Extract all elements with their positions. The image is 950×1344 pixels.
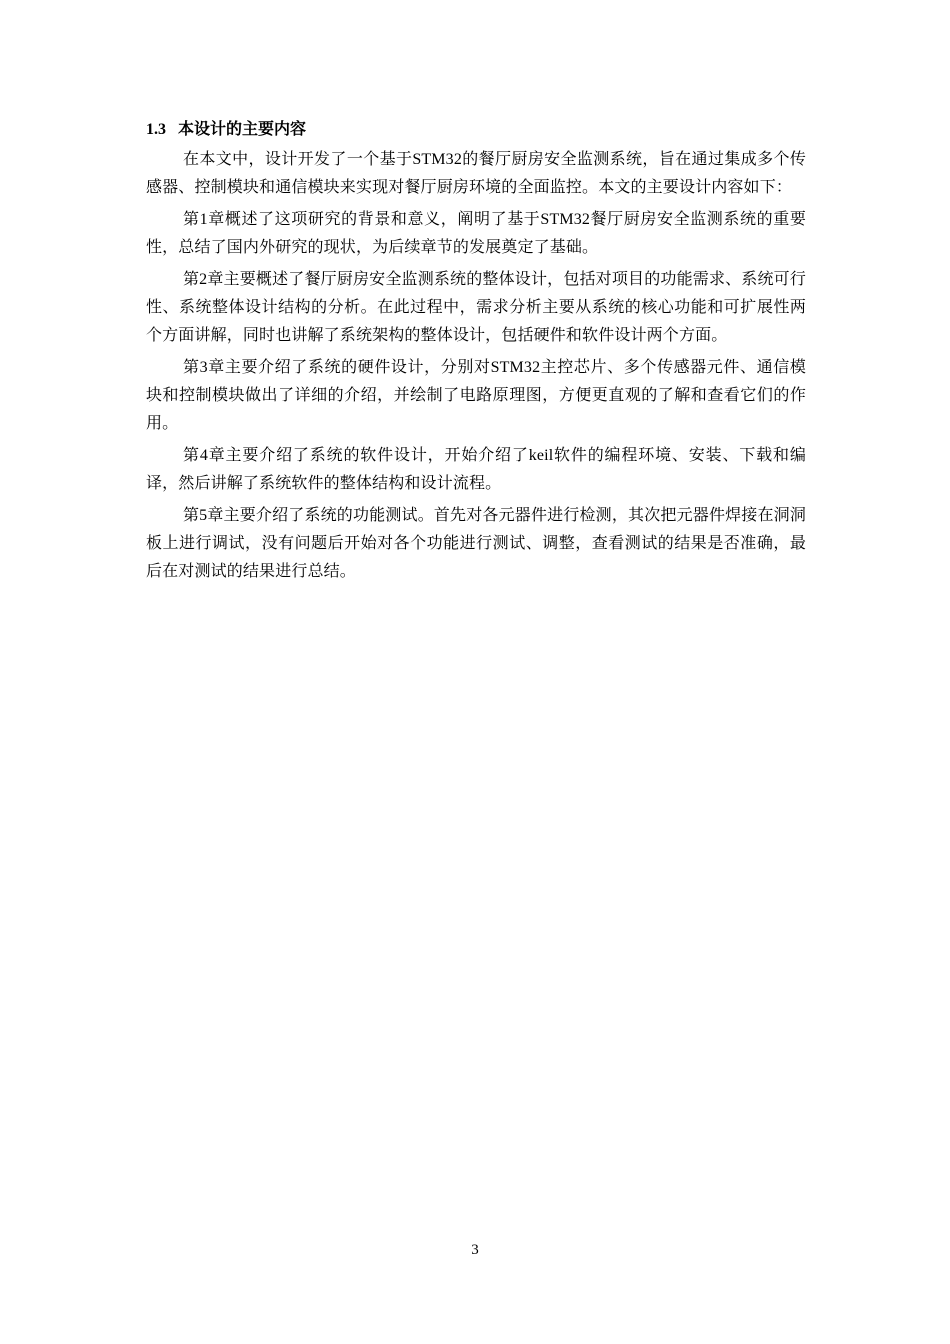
paragraph-chapter-2: 第2章主要概述了餐厅厨房安全监测系统的整体设计，包括对项目的功能需求、系统可行性、系统整体设计结构的分析。在此过程中，需求分析主要从系统的核心功能和可扩展性两个方面讲解，同时也讲解了系统架构的整体设计，包括硬件和软件设计两个方面。 bbox=[146, 271, 806, 344]
section-heading bbox=[146, 118, 806, 142]
page-body bbox=[146, 118, 806, 590]
section-number: 1.3 bbox=[146, 121, 166, 138]
page-number: 3 bbox=[471, 1242, 479, 1258]
paragraph-chapter-5: 第5章主要介绍了系统的功能测试。首先对各元器件进行检测，其次把元器件焊接在洞洞板上进行调试，没有问题后开始对各个功能进行测试、调整，查看测试的结果是否准确，最后在对测试的结果进行总结。 bbox=[146, 507, 806, 580]
paragraph-chapter-3: 第3章主要介绍了系统的硬件设计，分别对STM32主控芯片、多个传感器元件、通信模块和控制模块做出了详细的介绍，并绘制了电路原理图，方便更直观的了解和查看它们的作用。 bbox=[146, 359, 806, 432]
section-title: 本设计的主要内容 bbox=[178, 121, 307, 138]
paragraph-chapter-4: 第4章主要介绍了系统的软件设计，开始介绍了keil软件的编程环境、安装、下载和编译，然后讲解了系统软件的整体结构和设计流程。 bbox=[146, 447, 806, 492]
paragraph-intro: 在本文中，设计开发了一个基于STM32的餐厅厨房安全监测系统，旨在通过集成多个传感器、控制模块和通信模块来实现对餐厅厨房环境的全面监控。本文的主要设计内容如下： bbox=[146, 151, 806, 196]
paragraph-chapter-1: 第1章概述了这项研究的背景和意义，阐明了基于STM32餐厅厨房安全监测系统的重要性，总结了国内外研究的现状，为后续章节的发展奠定了基础。 bbox=[146, 211, 806, 256]
